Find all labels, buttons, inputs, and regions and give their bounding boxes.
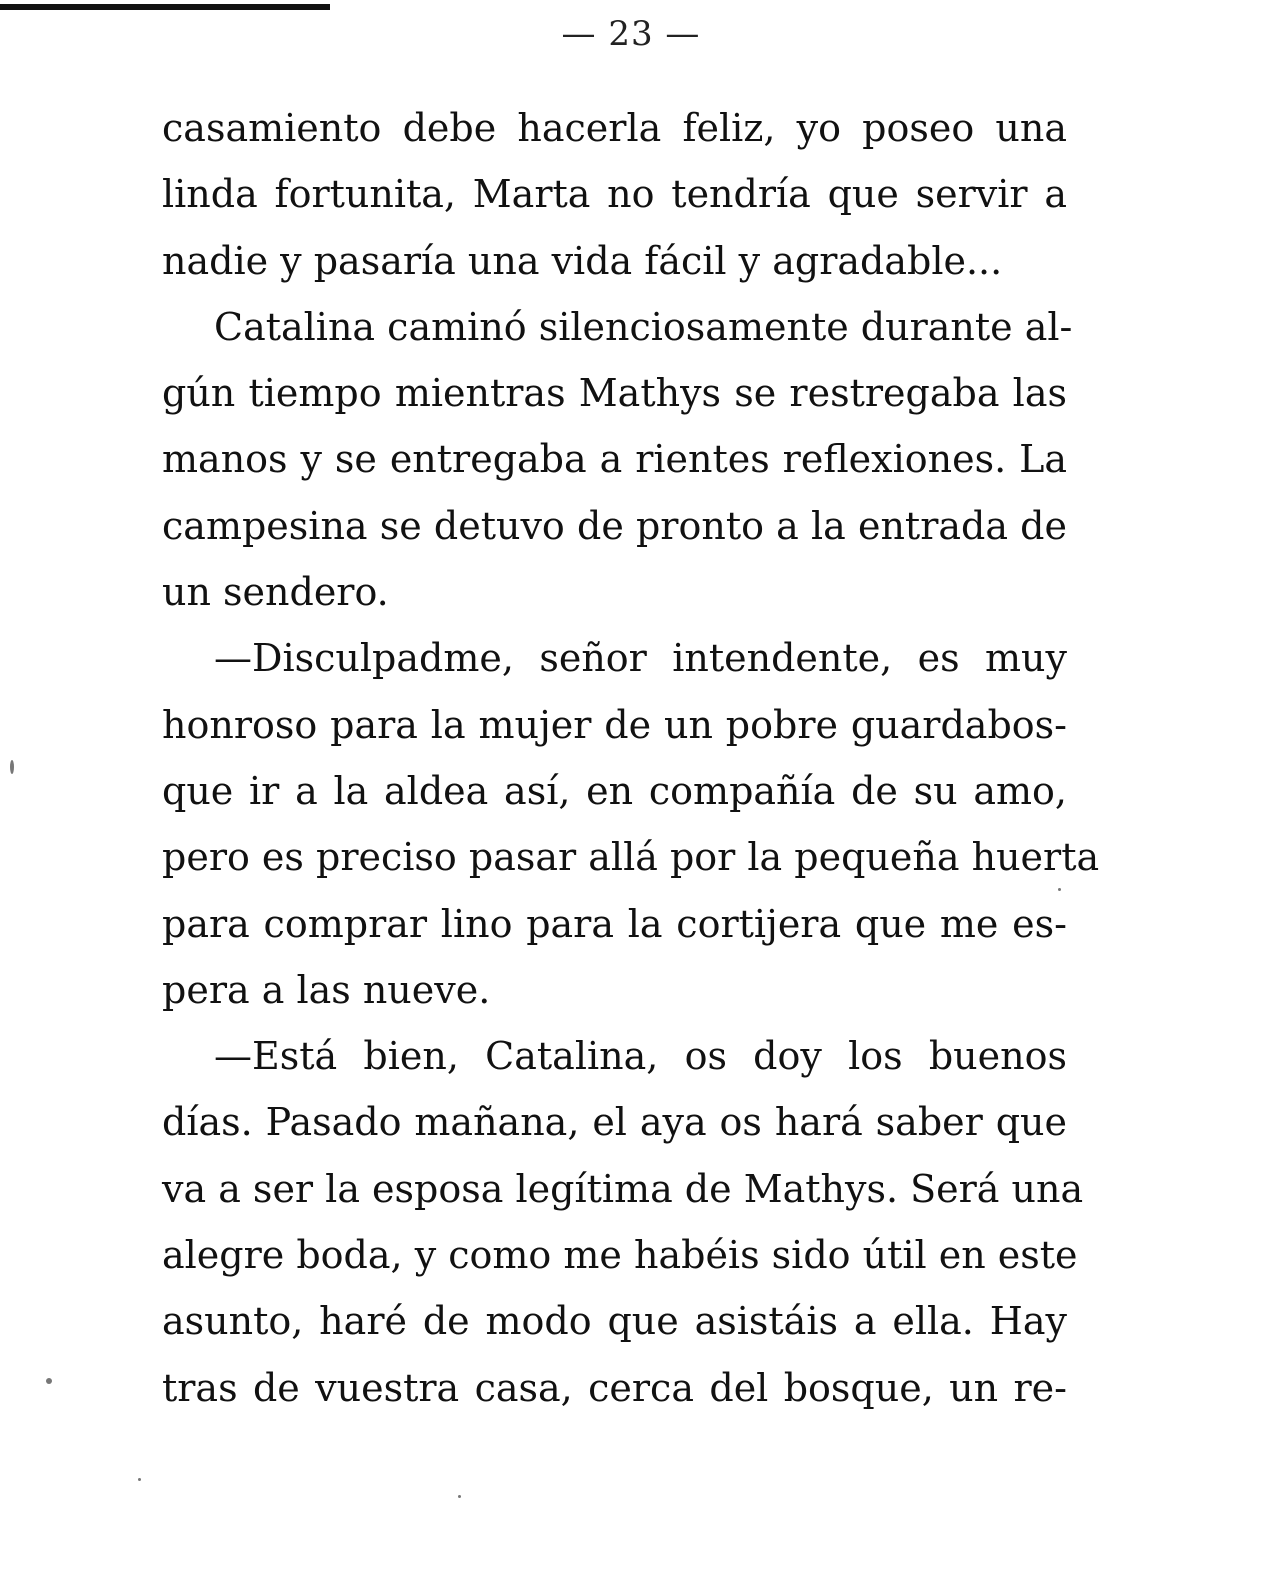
text-line: campesina se detuvo de pronto a la entrada de — [162, 503, 1067, 548]
text-line: —Está bien, Catalina, os doy los buenos — [214, 1034, 1067, 1079]
text-line: asunto, haré de modo que asistáis a ella. Hay — [162, 1299, 1067, 1344]
text-line: gún tiempo mientras Mathys se restregaba las — [162, 371, 1067, 416]
text-line: pera a las nueve. — [162, 967, 491, 1012]
scan-speck — [138, 1478, 141, 1481]
text-line: un sendero. — [162, 570, 389, 615]
text-line: días. Pasado mañana, el aya os hará saber que — [162, 1100, 1067, 1145]
text-line: que ir a la aldea así, en compañía de su amo, — [162, 768, 1067, 813]
text-line: pero es preciso pasar allá por la pequeña huerta — [162, 835, 1100, 880]
text-line: para comprar lino para la cortijera que me es- — [162, 901, 1067, 946]
scan-speck — [1058, 888, 1061, 891]
text-line: nadie y pasaría una vida fácil y agradable... — [162, 238, 1003, 283]
text-line: honroso para la mujer de un pobre guardabos- — [162, 702, 1067, 747]
scan-speck — [458, 1495, 461, 1498]
text-line: manos y se entregaba a rientes reflexiones. La — [162, 437, 1067, 482]
text-line: casamiento debe hacerla feliz, yo poseo una — [162, 106, 1067, 150]
body-text — [162, 95, 1100, 1421]
text-line: Catalina caminó silenciosamente durante al- — [214, 304, 1073, 349]
text-line: tras de vuestra casa, cerca del bosque, un re- — [162, 1365, 1067, 1410]
page-number: — 23 — — [561, 14, 701, 54]
text-line: —Disculpadme, señor intendente, es muy — [214, 636, 1067, 681]
top-edge-rule — [0, 4, 330, 10]
scan-speck — [10, 760, 14, 774]
scan-speck — [46, 1378, 52, 1384]
text-line: va a ser la esposa legítima de Mathys. Será una — [162, 1166, 1084, 1211]
text-line: alegre boda, y como me habéis sido útil en este — [162, 1233, 1078, 1278]
text-line: linda fortunita, Marta no tendría que servir a — [162, 172, 1067, 217]
